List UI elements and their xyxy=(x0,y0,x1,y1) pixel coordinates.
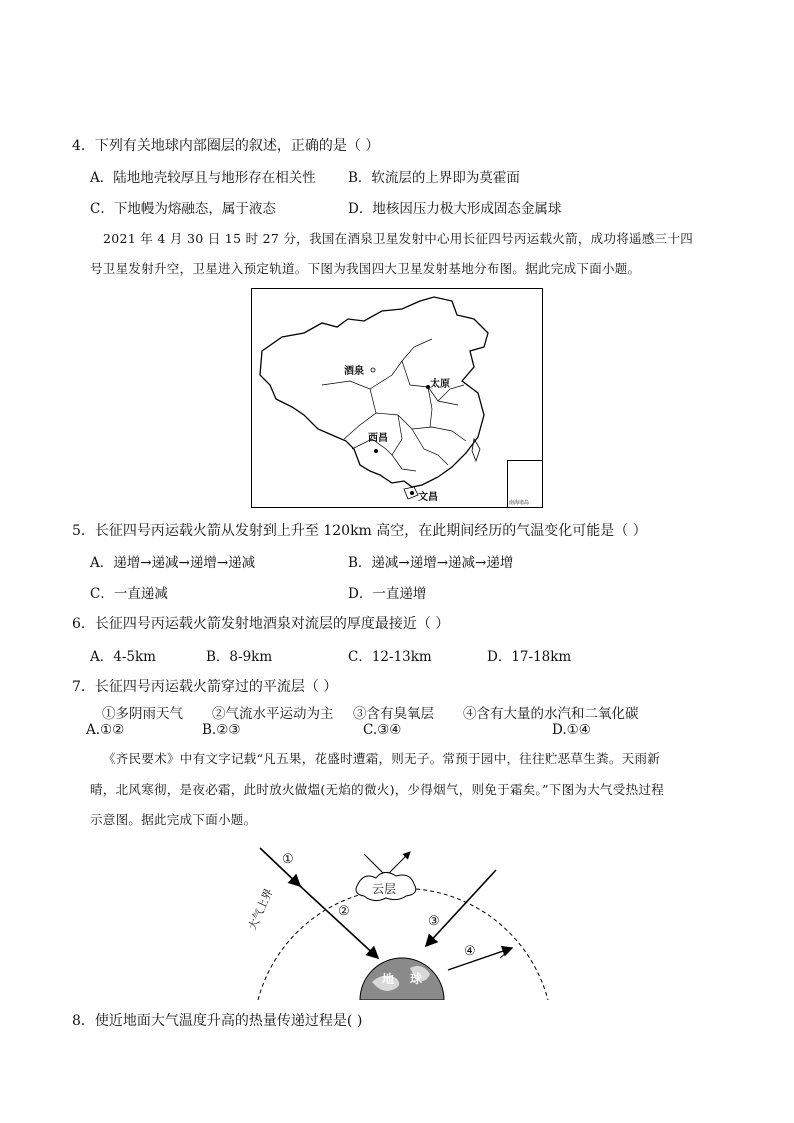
launch-site-map xyxy=(251,288,543,508)
q4-option-a: A．陆地地壳较厚且与地形存在相关性 xyxy=(90,170,316,186)
label-1: ① xyxy=(282,852,294,867)
jiuquan-dot xyxy=(371,368,375,372)
q7-stem: 7．长征四号丙运载火箭穿过的平流层（ ） xyxy=(72,679,338,695)
passage2-line1: 《齐民要术》中有文字记载“凡五果，花盛时遭霜，则无子。常预于园中，往往贮恶草生粪。天雨新 xyxy=(103,751,661,766)
q6-stem: 6．长征四号丙运载火箭发射地酒泉对流层的厚度最接近（ ） xyxy=(72,616,450,632)
q4-option-c: C．下地幔为熔融态，属于液态 xyxy=(90,201,276,217)
south-china-sea-inset xyxy=(507,460,542,507)
q5-option-b: B．递减→递增→递减→递增 xyxy=(348,555,514,571)
china-border xyxy=(260,297,488,487)
q7-statement-2: ②气流水平运动为主 xyxy=(212,706,334,722)
china-outline xyxy=(252,289,542,507)
q6-option-a: A．4-5km xyxy=(90,649,156,665)
q5-option-c: C．一直递减 xyxy=(90,586,168,602)
earth-label-2: 球 xyxy=(410,972,423,986)
arrow-1 xyxy=(260,848,300,886)
q7-option-c: C.③④ xyxy=(363,722,402,738)
q6-option-c: C．12-13km xyxy=(348,649,432,665)
q8-stem: 8．使近地面大气温度升高的热量传递过程是( ) xyxy=(72,1013,363,1029)
cloud-reflect-arrow xyxy=(386,852,410,876)
cloud-label: 云层 xyxy=(372,882,397,896)
q4-option-b: B．软流层的上界即为莫霍面 xyxy=(348,170,520,186)
province-line xyxy=(370,339,432,389)
province-line xyxy=(428,387,432,427)
passage1-line1: 2021 年 4 月 30 日 15 时 27 分，我国在酒泉卫星发射中心用长征四号丙运载火箭，成功将遥感三十四 xyxy=(103,231,694,246)
q7-statement-3: ③含有臭氧层 xyxy=(353,706,434,722)
q4-option-d: D．地核因压力极大形成固态金属球 xyxy=(348,201,562,217)
province-line xyxy=(376,413,466,441)
arrow-3 xyxy=(426,870,496,946)
province-line xyxy=(412,429,448,465)
q7-statement-1: ①多阴雨天气 xyxy=(102,706,183,722)
q6-option-d: D．17-18km xyxy=(487,649,572,665)
earth-label-1: 地 xyxy=(382,972,395,986)
earth-shape xyxy=(360,958,444,1000)
label-taiyuan: 太原 xyxy=(430,379,450,390)
q6-option-b: B．8-9km xyxy=(206,649,273,665)
passage1-line2: 号卫星发射升空，卫星进入预定轨道。下图为我国四大卫星发射基地分布图。据此完成下面小题。 xyxy=(90,261,641,276)
q7-option-d: D.①④ xyxy=(552,722,591,738)
label-jiuquan: 酒泉 xyxy=(344,366,364,377)
label-2: ② xyxy=(338,904,350,919)
q5-stem: 5．长征四号丙运载火箭从发射到上升至 120km 高空，在此期间经历的气温变化可能是（ ） xyxy=(72,523,647,539)
inset-label: 南海诸岛 xyxy=(509,500,530,506)
heating-diagram-svg xyxy=(250,840,550,1000)
passage2-line2: 晴，北风寒彻，是夜必霜，此时放火做熅(无焰的微火)，少得烟气，则免于霜矣。”下图为大气受热过程 xyxy=(90,782,664,797)
arrow-4 xyxy=(448,948,512,970)
q4-stem: 4．下列有关地球内部圈层的叙述，正确的是（ ） xyxy=(72,138,380,154)
q5-option-a: A．递增→递减→递增→递减 xyxy=(90,555,256,571)
xichang-dot xyxy=(374,449,378,453)
q7-option-a: A.①② xyxy=(86,722,125,738)
passage2-line3: 示意图。据此完成下面小题。 xyxy=(90,812,257,827)
atmosphere-top-label: 大气上界 xyxy=(245,886,276,933)
taiwan-outline xyxy=(472,439,480,461)
label-3: ③ xyxy=(428,914,440,929)
q7-option-b: B.②③ xyxy=(202,722,241,738)
label-wenchang: 文昌 xyxy=(418,492,438,503)
label-xichang: 西昌 xyxy=(368,433,388,444)
q5-option-d: D．一直递增 xyxy=(348,586,427,602)
wenchang-dot xyxy=(410,491,414,495)
label-4: ④ xyxy=(464,944,476,959)
province-line xyxy=(392,415,416,471)
q7-statement-4: ④含有大量的水汽和二氧化碳 xyxy=(463,706,639,722)
atmospheric-heating-diagram xyxy=(245,840,550,1000)
